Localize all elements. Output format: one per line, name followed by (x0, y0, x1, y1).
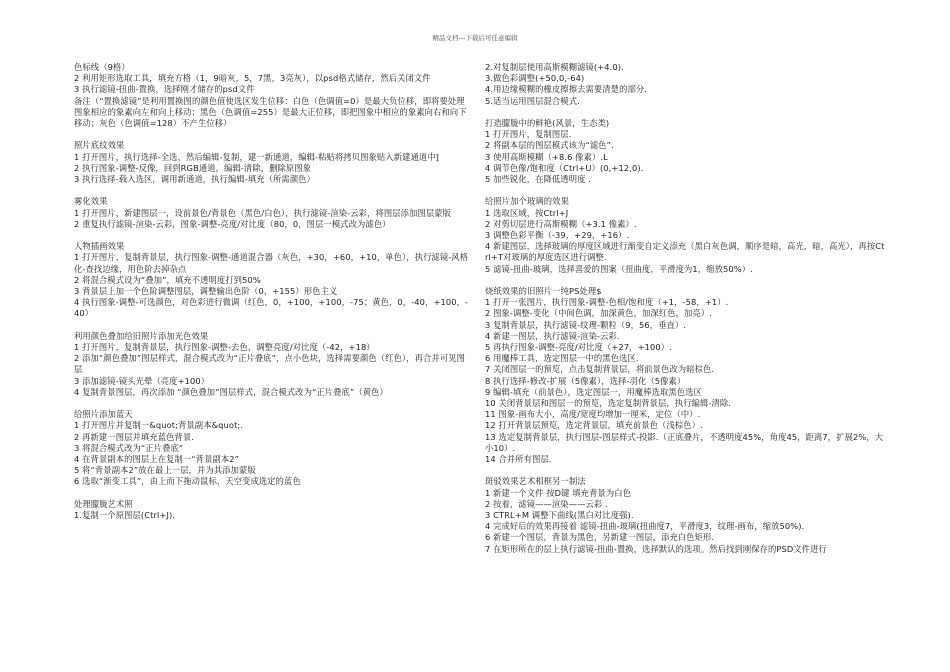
text-line: 1 打开图片，复制背景层，执行图象-调整-通道混合器（灰色，+30，+60，+10，单色），执行滤镜-风格化-查找边缘，用色阶去掉杂点 (74, 252, 469, 274)
section (485, 476, 885, 554)
text-line: 3 调整色彩平衡（-39，+29，+16）. (485, 230, 630, 241)
section-title: 打造朦胧中的鲜艳(风景，生态类) (485, 118, 610, 128)
text-line: 4 在背景副本的图层上在复制一“背景副本2” (74, 454, 240, 465)
text-line: 1 打开一张图片，执行图象-调整-色相/饱和度（+1，-58，+1）. (485, 297, 729, 308)
section-title: 给照片添加蓝天 (74, 409, 133, 420)
text-line: 1 新建一个文件 按D键 填充背景为白色 (485, 487, 632, 498)
text-line: 4 执行图象-调整-可选颜色，对色彩进行微调（红色，0，+100，+100，-75；黄色，0，-40，+100，-40） (74, 297, 469, 319)
section (74, 409, 472, 487)
text-line: 13 选定复制背景层，执行图层-图层样式-投影.（正底叠片，不透明度45%，角度45，距离7，扩展2%，大小10）. (485, 431, 884, 453)
section (74, 331, 472, 398)
text-line: 1 打开图片并复制一&quot;背景副本&quot;. (74, 420, 244, 431)
text-line: 6 选取“渐变工具”，由上而下拖动鼠标，天空变成选定的蓝色 (74, 476, 301, 487)
section-title: 处理朦胧艺术照 (74, 498, 133, 509)
text-line: 2 重复执行滤镜-渲染-云彩，图象-调整-亮度/对比度（80，0，图层一模式改为滤色） (74, 218, 391, 229)
text-line: 5 将“背景副本2”放在最上一层，并为其添加蒙版 (74, 465, 256, 476)
text-line: 4.用边缘模糊的橡皮擦擦去需要清楚的部分. (485, 84, 647, 95)
section (485, 118, 885, 185)
text-line: 3 添加滤镜-镜头光晕（亮度+100） (74, 375, 210, 386)
text-line: 2 添加“颜色叠加”图层样式，混合模式改为“正片叠底”，点小色块，选择需要颜色（红色），再合并可见图层 (74, 353, 466, 375)
section (74, 196, 472, 230)
text-line: 3.做色彩调整(+50,0,-64) (485, 73, 585, 84)
text-line: 4 新建图层，选择玻璃的厚度区域进行渐变自定义添充（黑白灰色调，顺序是暗，高光，暗，高光），再按Ctrl+T对玻璃的厚度选区进行调整. (485, 241, 885, 263)
section-title: 雾化效果 (74, 196, 108, 207)
section-title: 斑驳效果艺术相框另一制法 (485, 476, 586, 487)
text-line: 3 背景层上加一个色阶调整图层，调整输出色阶（0，+155）形色主义 (74, 286, 338, 297)
section-title: 烧纸效果的旧照片一纯PS处理$ (485, 286, 602, 297)
text-line: 4 完成好后的效果再接着 滤镜-扭曲-玻璃(扭曲度7，平滑度3，纹理-画布，缩放50%). (485, 521, 805, 532)
text-line: 3 使用高斯模糊（+8.6 像素）.L (485, 151, 608, 162)
text-line: 2 对剪切层进行高斯模糊（+3.1 像素）. (485, 218, 637, 229)
text-line: 1 打开图片，新建图层一，设前景色/背景色（黑色/白色），执行滤镜-渲染-云彩，将图层添加图层蒙版 (74, 207, 452, 218)
section-title: 利用颜色叠加给旧照片添加光色效果 (74, 330, 209, 341)
text-line: 3 复制背景层，执行滤镜-纹理-颗粒（9，56，垂直）. (485, 319, 687, 330)
text-line: 4 调节色像/饱和度（Ctrl+U）(0,+12,0). (485, 162, 644, 173)
text-line: 5 滤镜-扭曲-玻璃，选择喜爱的图案（扭曲度，平滑度为1，缩放50%）. (485, 263, 753, 274)
text-line: 4 新建一图层，执行滤镜-渲染-云彩. (485, 330, 620, 341)
text-line: 9 编辑-填充（前景色），选定图层一，用魔棒选取黑色选区 (485, 386, 702, 397)
text-line: 1.复制一个原图层(Ctrl+J). (74, 510, 176, 521)
text-line: 2 再新建一图层并填充蓝色背景. (74, 431, 195, 442)
text-line: 3 执行滤镜-扭曲-置换，选择刚才储存的psd文件 (74, 84, 255, 95)
text-line: 12 打开背景层预览，选定背景层，填充前景色（浅棕色）. (485, 420, 703, 431)
right-column (485, 62, 885, 566)
text-line: 2 将混合模式设为“叠加”，填充不透明度打到50% (74, 274, 261, 285)
text-line: 7 关闭图层一的预览，点击复制背景层，将前景色改为暗棕色. (485, 364, 715, 375)
text-line: 6 用魔棒工具，选定图层一中的黑色选区. (485, 353, 639, 364)
text-line: 2.对复制层使用高斯模糊滤镜(+4.0). (485, 62, 624, 72)
section (485, 196, 885, 274)
text-line: 2 图象-调整-变化（中间色调，加深黄色，加深红色，加亮）. (485, 308, 712, 319)
text-line: 2 执行图象-调整-反像，回到RGB通道，编辑-清除，删除原图象 (74, 162, 312, 173)
section (74, 241, 472, 319)
text-line: 3 执行选择-载入选区，调用新通道，执行编辑-填充（所需颜色） (74, 174, 316, 185)
text-line: 1 打开图片，复制背景层，执行图象-调整-去色，调整亮度/对比度（-42，+18） (74, 342, 375, 353)
page-header: 精品文档---下载后可任意编辑 (432, 34, 518, 42)
text-line: 备注（“置换滤镜”是利用置换图的颜色值使选区发生位移：白色（色调值=0）是最大负位移，即将要处理图象相应的象素向左和向上移动；黑色（色调值=255）是最大正位移，即把图象中相应的象素向右和向下移动；灰色（色调值=128）不产生位移） (74, 95, 467, 129)
text-line: 7 在矩形所在的层上执行滤镜-扭曲-置换，选择默认的选项。然后找到刚保存的PSD文件进行 (485, 543, 827, 554)
text-line: 1 选取区域，按Ctrl+J (485, 207, 569, 218)
text-line: 8 执行选择-修改-扩展（5像素），选择-羽化（5像素） (485, 375, 686, 386)
section-title: 色标线（9格） (74, 62, 130, 72)
section (74, 499, 472, 521)
text-line: 3 CTRL+M 调整下曲线(黑白对比度强). (485, 510, 634, 521)
text-line: 2 按着，滤镜——渲染——云彩 . (485, 498, 608, 509)
section (74, 140, 472, 185)
section (485, 286, 885, 465)
section-title: 人物插画效果 (74, 241, 125, 252)
section-title: 照片底纹效果 (74, 140, 125, 151)
text-line: 2 利用矩形选取工具，填充方格（1，9暗灰，5，7黑，3亮灰），以psd格式储存，然后关闭文件 (74, 73, 431, 84)
section (74, 62, 472, 129)
text-line: 5 再执行图象-调整-亮度/对比度（+27，+100）. (485, 342, 672, 353)
text-line: 1 打开图片，复制图层. (485, 129, 572, 140)
text-line: 14 合并所有图层. (485, 454, 552, 465)
text-line: 2 将副本层的图层模式该为“滤色”. (485, 140, 614, 151)
text-line: 3 将混合模式改为“正片叠底” (74, 442, 184, 453)
section (485, 62, 885, 107)
text-line: 5.适当运用图层混合模式. (485, 95, 580, 106)
text-line: 6 新建一个图层，背景为黑色，另新建一图层，添充白色矩形. (485, 532, 715, 543)
text-line: 11 图象-画布大小，高度/宽度均增加一厘米，定位（中）. (485, 409, 701, 420)
text-line: 5 加些锐化，在降低透明度 . (485, 174, 591, 185)
text-line: 4 复制背景图层，再次添加 “颜色叠加”图层样式，混合模式改为“正片叠底”（黄色） (74, 386, 388, 397)
section-title: 给照片加个玻璃的效果 (485, 196, 569, 207)
left-column (74, 62, 472, 532)
text-line: 10 关闭背景层和图层一的预览，选定复制背景层，执行编辑-清除. (485, 398, 732, 409)
text-line: 1 打开图片，执行选择-全选，然后编辑-复制，建一新通道，编辑-粘贴将拷贝图象贴入新建通道中] (74, 151, 440, 162)
